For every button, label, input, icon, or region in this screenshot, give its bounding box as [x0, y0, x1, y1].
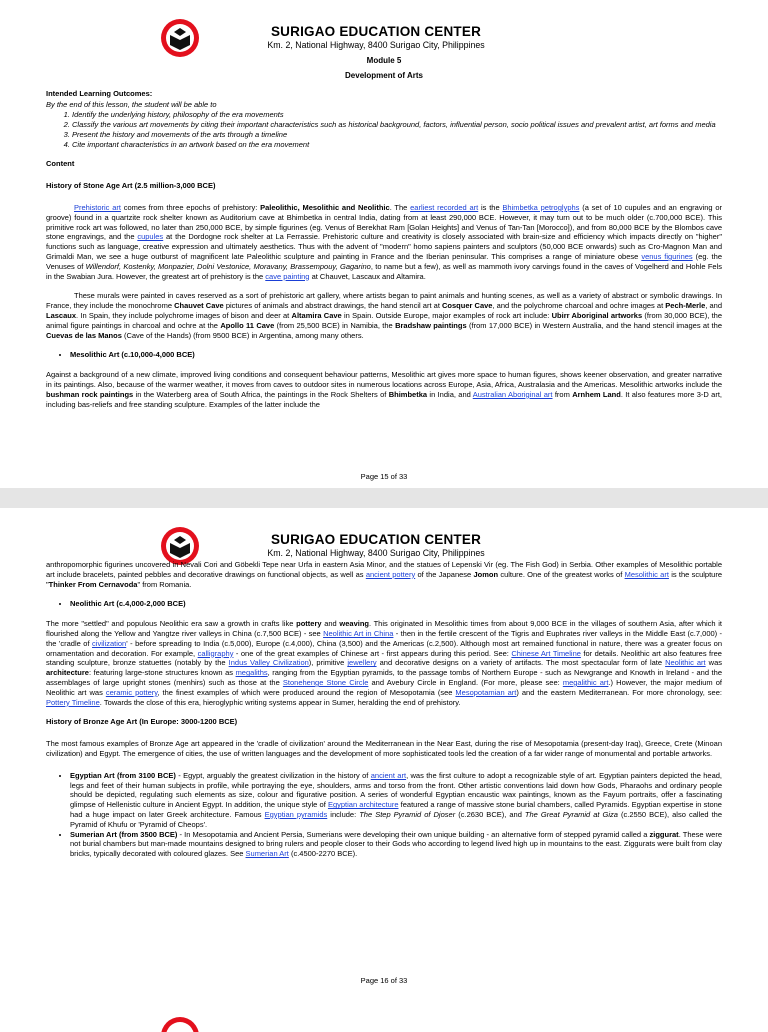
school-logo-icon [160, 1016, 200, 1032]
page-number-16: Page 16 of 33 [360, 976, 408, 985]
link-cupules[interactable]: cupules [137, 232, 164, 242]
page-16-body [46, 560, 722, 859]
link-egyptian-pyramids[interactable]: Egyptian pyramids [264, 809, 328, 819]
document-page-16 [0, 508, 768, 1008]
org-name: SURIGAO EDUCATION CENTER [270, 532, 482, 547]
stone-age-paragraph-1: Prehistoric art comes from three epochs of prehistory: Paleolithic, Mesolithic and Neolithic. The earliest recorded art is the Bhimbetka petroglyphs (a set of 10 cupules and an engraving or groove) found in a quartzite rock shelter known as Auditorium cave at Bhimbetka in central India, dating from at least 290,000 BCE. However, it may turn out to be much older (c.700,000 BCE). This primitive rock art was followed, no later than 250,000 BCE, by simple figurines (eg. Venus of Berekhat Ram [Golan Heights] and Venus of Tan-Tan [Morocco]), and from 80,000 BCE by the Blombos cave stone engravings, and the cupules at the Dordogne rock shelter at La Ferrassie. Prehistoric culture and creativity is closely associated with brain-size and efficiency which impacts directly on "higher" functions such as language, creative expression and ultimately aesthetics. Thus with the advent of "modern" homo sapiens painters and sculptors (50,000 BCE onwards) such as Cro-Magnon Man and Grimaldi Man, we see a huge outburst of magnificent late Paleolithic sculpture and painting in France and the Iberian peninsular. This comprises a range of miniature obese venus figurines (eg. the Venuses of Willendorf, Kostenky, Monpazier, Dolni Vestonice, Moravany, Brassempouy, Gagarino, to name but a few), as well as mammoth ivory carvings found in the caves of Vogelherd and Hohle Fels in the Swabian Jura. However, the greatest art of prehistory is the cave painting at Chauvet, Lascaux and Altamira. [46, 202, 723, 281]
ilo-list [46, 110, 722, 149]
stone-age-heading: History of Stone Age Art (2.5 million-3,000 BCE) [46, 181, 216, 191]
link-neolithic-art[interactable]: Neolithic art [665, 658, 706, 668]
ilo-intro: By the end of this lesson, the student will be able to [46, 100, 217, 110]
link-pottery-timeline[interactable]: Pottery Timeline [46, 697, 100, 707]
link-calligraphy[interactable]: calligraphy [197, 648, 234, 658]
bronze-age-list [46, 771, 722, 859]
module-number: Module 5 [366, 56, 402, 65]
link-civilization[interactable]: civilization [92, 638, 127, 648]
link-neolithic-art-in-china[interactable]: Neolithic Art in China [323, 628, 394, 638]
link-ceramic-pottery[interactable]: ceramic pottery [105, 687, 158, 697]
ilo-item: 3. Present the history and movements of the arts through a timeline [72, 130, 722, 140]
module-title: Development of Arts [345, 70, 423, 80]
mesolithic-bullet [46, 350, 722, 360]
document-page-15 [0, 0, 768, 488]
neolithic-paragraph: The more "settled" and populous Neolithic era saw a growth in crafts like pottery and weaving. This originated in Mesolithic times from about 9,000 BCE in the villages of southern Asia, after which it flourished along the Yellow and Yangtze river valleys in China (c.7,500 BCE) - see Neolithic Art in China - then in the fertile crescent of the Tigris and Euphrates river valleys in the Middle East (c.7,000) - the 'cradle of civilization' - before spreading to India (c.5,000), Europe (c.4,000), China (3,500) and the Americas (c.2,500). Although most art remained functional in nature, there was a greater focus on ornamentation and decoration. For example, calligraphy - one of the great examples of Chinese art - first appears during this period. See: Chinese Art Timeline for details. Neolithic art also features free standing sculpture, bronze statuettes (notably by the Indus Valley Civilization), primitive jewellery and decorative designs on a variety of artifacts. The most spectacular form of late Neolithic art was architecture: featuring large-stone structures known as megaliths, ranging from the Egyptian pyramids, to the passage tombs of Northern Europe - such as Newgrange and Knowth in Ireland - and the assemblages of large upright stones (menhirs) such as those at the Stonehenge Stone Circle and Avebury Circle in England. (For more, please see: megalithic art.) However, the major medium of Neolithic art was ceramic pottery, the finest examples of which were produced around the region of Mesopotamia (see Mesopotamian art) and the eastern Mediterranean. For more chronology, see: Pottery Timeline. Towards the close of this era, hieroglyphic writing systems appear in Sumer, heralding the end of prehistory. [46, 619, 723, 707]
link-prehistoric-art[interactable]: Prehistoric art [74, 202, 121, 212]
page-separator [0, 488, 768, 508]
egyptian-art-item: • Egyptian Art (from 3100 BCE) - Egypt, arguably the greatest civilization in the history of ancient art, was the first culture to adopt a recognizable style of art. Egyptian painters depicted the head, legs and feet of their human subjects in profile, while portraying the eye, shoulders, arms and torso from the front. Other artistic conventions laid down how Gods, Pharaohs and ordinary people should be depicted, regulating such elements as size, colour and figurative position. A series of wonderful Egyptian encaustic wax paintings, known as the Fayum portraits, offer a fascinating glimpse of Hellenistic culture in Ancient Egypt. In addition, the unique style of Egyptian architecture featured a range of massive stone burial chambers, called Pyramids. Egyptian expertise in stone had a huge impact on later Greek architecture. Famous Egyptian pyramids include: The Step Pyramid of Djoser (c.2630 BCE), and The Great Pyramid at Giza (c.2550 BCE), also called the Pyramid of Khufu or 'Pyramid of Cheops'. [70, 771, 722, 830]
org-address: Km. 2, National Highway, 8400 Surigao City, Philippines [267, 548, 485, 558]
page-number-15: Page 15 of 33 [360, 472, 408, 481]
link-ancient-pottery[interactable]: ancient pottery [365, 569, 416, 579]
school-logo-icon [160, 18, 200, 58]
bronze-age-paragraph: The most famous examples of Bronze Age art appeared in the 'cradle of civilization' around the Mediterranean in the Near East, during the rise of Mesopotamia (present-day Iraq), Greece, Crete (Minoan civilization) and Egypt. The emergence of cities, the use of written languages and the development of more sophisticated tools led the creation of a far wider range of monumental and portable artworks. [46, 739, 722, 758]
sumerian-art-item: • Sumerian Art (from 3500 BCE) - In Mesopotamia and Ancient Persia, Sumerians were developing their own unique building - an alternative form of stepped pyramid called a ziggurat. These were not burial chambers but man-made mountains designed to bring rulers and people closer to their Gods who according to legend lived high up in mountains to the east. Ziggurats were built from clay bricks, typically decorated with coloured glazes. See Sumerian Art (c.4500-2270 BCE). [70, 830, 722, 859]
neolithic-heading: • Neolithic Art (c.4,000-2,000 BCE) [70, 599, 722, 609]
ilo-item: 2. Classify the various art movements by citing their important characteristics such as historical background, factors, influential person, socio political issues and prevalent artist, art forms and media [72, 120, 722, 130]
link-megalithic-art[interactable]: megalithic art [562, 677, 609, 687]
org-name: SURIGAO EDUCATION CENTER [270, 24, 482, 39]
mesolithic-heading: • Mesolithic Art (c.10,000-4,000 BCE) [70, 350, 722, 360]
mesolithic-paragraph-continued: anthropomorphic figurines uncovered in Nevali Cori and Göbekli Tepe near Urfa in eastern Asia Minor, and the statues of Lepenski Vir (eg. The Fish God) in Serbia. Other examples of Mesolithic portable art include bracelets, painted pebbles and decorative drawings on functional objects, as well as ancient pottery of the Japanese Jomon culture. One of the greatest works of Mesolithic art is the sculpture "Thinker From Cernavoda" from Romania. [46, 560, 723, 589]
link-mesopotamian-art[interactable]: Mesopotamian art [455, 687, 517, 697]
content-heading: Content [46, 159, 75, 169]
ilo-item: 4. Cite important characteristics in an artwork based on the era movement [72, 140, 722, 150]
org-address: Km. 2, National Highway, 8400 Surigao City, Philippines [267, 40, 485, 50]
link-earliest-recorded-art[interactable]: earliest recorded art [410, 202, 479, 212]
neolithic-bullet [46, 599, 722, 609]
stone-age-paragraph-2: These murals were painted in caves reserved as a sort of prehistoric art gallery, where artists began to paint animals and hunting scenes, as well as a variety of abstract or symbolic drawings. In France, they include the monochrome Chauvet Cave pictures of animals and abstract drawings, the hand stencil art at Cosquer Cave, and the polychrome charcoal and ochre images at Pech-Merle, and Lascaux. In Spain, they include polychrome images of bison and deer at Altamira Cave in Spain. Outside Europe, major examples of rock art include: Ubirr Aboriginal artworks (from 30,000 BCE), the animal figure paintings in charcoal and ochre at the Apollo 11 Cave (from 25,500 BCE) in Namibia, the Bradshaw paintings (from 17,000 BCE) in Western Australia, and the hand stencil images at the Cuevas de las Manos (Cave of the Hands) (from 9500 BCE) in Argentina, among many others. [46, 291, 723, 340]
ilo-item: 1. Identify the underlying history, philosophy of the era movements [72, 110, 722, 120]
link-ancient-art[interactable]: ancient art [370, 770, 407, 780]
page-15-body [46, 56, 722, 409]
link-australian-aboriginal-art[interactable]: Australian Aboriginal art [472, 389, 553, 399]
page-header [0, 10, 768, 60]
link-egyptian-architecture[interactable]: Egyptian architecture [327, 800, 399, 810]
link-chinese-art-timeline[interactable]: Chinese Art Timeline [511, 648, 581, 658]
link-stonehenge-stone-circle[interactable]: Stonehenge Stone Circle [282, 677, 369, 687]
link-mesolithic-art[interactable]: Mesolithic art [624, 569, 669, 579]
link-megaliths[interactable]: megaliths [235, 668, 268, 678]
bronze-age-heading: History of Bronze Age Art (In Europe: 3000-1200 BCE) [46, 717, 238, 727]
link-bhimbetka-petroglyphs[interactable]: Bhimbetka petroglyphs [502, 202, 580, 212]
link-venus-figurines[interactable]: venus figurines [641, 251, 693, 261]
link-sumerian-art[interactable]: Sumerian Art [245, 849, 289, 859]
link-indus-valley-civilization[interactable]: Indus Valley Civilization [228, 658, 309, 668]
mesolithic-paragraph: Against a background of a new climate, improved living conditions and consequent behaviour patterns, Mesolithic art gives more space to human figures, shows keener observation, and greater narrative in its paintings. Also, because of the warmer weather, it moves from caves to outdoor sites in numerous locations across Europe, Asia, Africa, Australasia and the Americas. Mesolithic artworks include the bushman rock paintings in the Waterberg area of South Africa, the paintings in the Rock Shelters of Bhimbetka in India, and Australian Aboriginal art from Arnhem Land. It also features more 3-D art, including bas-reliefs and free standing sculpture. Examples of the latter include the [46, 370, 723, 409]
link-cave-painting[interactable]: cave painting [265, 271, 310, 281]
link-jewellery[interactable]: jewellery [347, 658, 377, 668]
ilo-heading: Intended Learning Outcomes: [46, 88, 153, 98]
document-page-17-partial [0, 1008, 768, 1024]
